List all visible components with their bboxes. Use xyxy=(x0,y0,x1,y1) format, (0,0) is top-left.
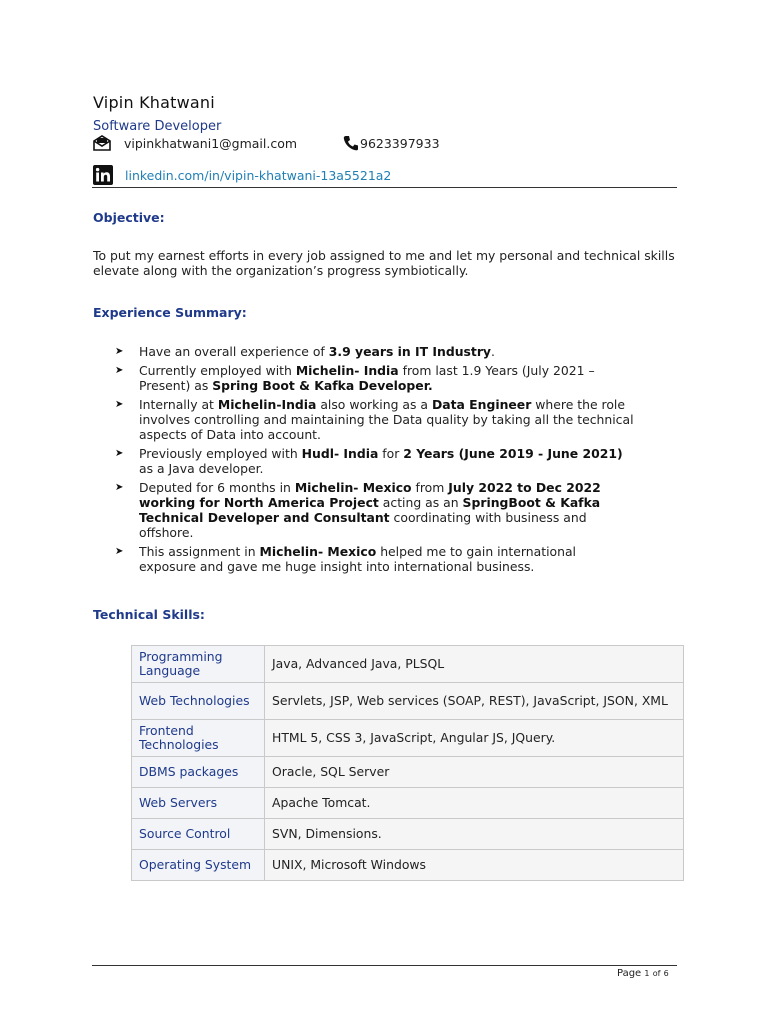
skill-category: DBMS packages xyxy=(132,757,265,788)
table-row xyxy=(132,646,684,683)
list-item: ➤ Internally at Michelin-India also working as a Data Engineer where the role involves controlling and maintaining the Data quality by taking all the technical aspects of Data into account. xyxy=(115,397,634,442)
arrow-bullet-icon: ➤ xyxy=(115,482,124,493)
arrow-bullet-icon: ➤ xyxy=(115,448,124,459)
skill-category: Web Servers xyxy=(132,788,265,819)
table-row xyxy=(132,720,684,757)
table-row xyxy=(132,819,684,850)
skill-value: UNIX, Microsoft Windows xyxy=(265,850,684,881)
linkedin-link[interactable]: linkedin.com/in/vipin-khatwani-13a5521a2 xyxy=(125,168,392,183)
list-item: ➤ Previously employed with Hudl- India for 2 Years (June 2019 - June 2021) as a Java developer. xyxy=(115,446,623,476)
candidate-name: Vipin Khatwani xyxy=(93,93,215,112)
list-item: ➤ Currently employed with Michelin- India from last 1.9 Years (July 2021 – Present) as Spring Boot & Kafka Developer. xyxy=(115,363,595,393)
skills-table xyxy=(131,645,684,881)
skill-value: HTML 5, CSS 3, JavaScript, Angular JS, JQuery. xyxy=(265,720,684,757)
list-item: ➤ Deputed for 6 months in Michelin- Mexico from July 2022 to Dec 2022 working for North America Project acting as an SpringBoot & Kafka Technical Developer and Consultant coordinating with business and offshore. xyxy=(115,480,601,540)
email-address[interactable]: vipinkhatwani1@gmail.com xyxy=(124,136,298,151)
table-row xyxy=(132,757,684,788)
skill-value: Apache Tomcat. xyxy=(265,788,684,819)
header-divider xyxy=(92,187,677,188)
arrow-bullet-icon: ➤ xyxy=(115,546,124,557)
list-item: ➤ Have an overall experience of 3.9 years in IT Industry. xyxy=(115,344,495,359)
skill-value: Java, Advanced Java, PLSQL xyxy=(265,646,684,683)
skill-category: Frontend Technologies xyxy=(132,720,265,757)
phone-number[interactable]: 9623397933 xyxy=(360,136,440,151)
footer-divider xyxy=(92,965,677,966)
linkedin-icon xyxy=(93,165,113,185)
objective-heading: Objective: xyxy=(93,210,165,225)
skill-category: Operating System xyxy=(132,850,265,881)
skill-value: SVN, Dimensions. xyxy=(265,819,684,850)
mail-icon xyxy=(93,135,111,154)
skill-value: Servlets, JSP, Web services (SOAP, REST), JavaScript, JSON, XML xyxy=(265,683,684,720)
phone-icon xyxy=(343,135,359,154)
skills-heading: Technical Skills: xyxy=(93,607,205,622)
page-number: Page 1 of 6 xyxy=(617,968,669,979)
arrow-bullet-icon: ➤ xyxy=(115,346,124,357)
skill-category: Programming Language xyxy=(132,646,265,683)
job-title: Software Developer xyxy=(93,119,222,134)
table-row xyxy=(132,850,684,881)
experience-list xyxy=(115,344,635,578)
table-row xyxy=(132,788,684,819)
arrow-bullet-icon: ➤ xyxy=(115,399,124,410)
experience-heading: Experience Summary: xyxy=(93,305,247,320)
arrow-bullet-icon: ➤ xyxy=(115,365,124,376)
table-row xyxy=(132,683,684,720)
skill-category: Web Technologies xyxy=(132,683,265,720)
objective-text: To put my earnest efforts in every job assigned to me and let my personal and technical skills elevate along with the organization’s progress symbiotically. xyxy=(93,248,675,278)
skill-value: Oracle, SQL Server xyxy=(265,757,684,788)
skill-category: Source Control xyxy=(132,819,265,850)
list-item: ➤ This assignment in Michelin- Mexico helped me to gain international exposure and gave me huge insight into international business. xyxy=(115,544,576,574)
